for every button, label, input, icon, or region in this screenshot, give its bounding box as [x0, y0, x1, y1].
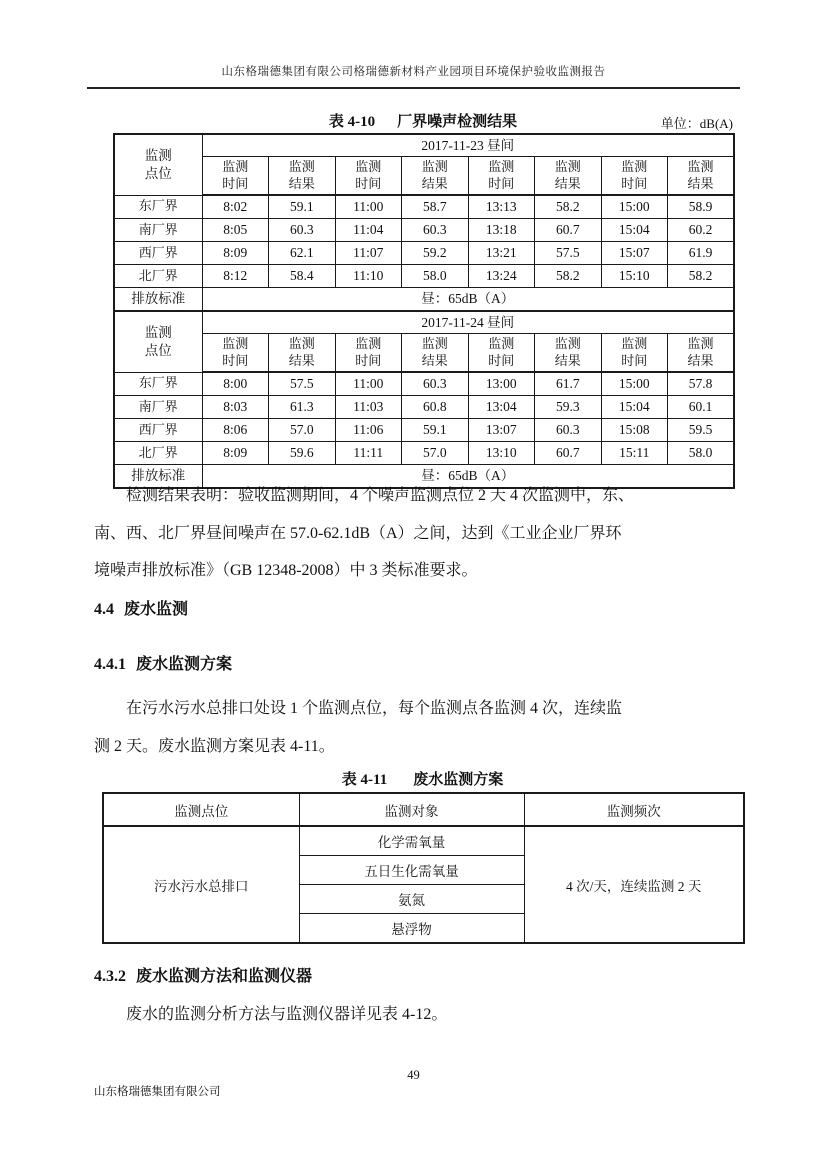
- cell-value: 61.3: [269, 396, 336, 419]
- col-header-time: 监测 时间: [202, 334, 269, 373]
- cell-object: 五日生化需氧量: [299, 856, 524, 885]
- col-header-object: 监测对象: [299, 793, 524, 826]
- cell-value: 59.1: [269, 195, 336, 219]
- table-header-row: [103, 793, 744, 826]
- paragraph-line: 南、西、北厂界昼间噪声在 57.0-62.1dB（A）之间，达到《工业企业厂界环: [94, 524, 622, 542]
- cell-value: 58.0: [402, 265, 469, 288]
- cell-value: 58.0: [668, 442, 735, 465]
- cell-value: 60.7: [535, 219, 602, 242]
- paragraph-line: 测 2 天。废水监测方案见表 4-11。: [94, 737, 335, 755]
- cell-point: 北厂界: [114, 265, 202, 288]
- wastewater-plan-paragraph: [94, 690, 740, 765]
- cell-value: 59.6: [269, 442, 336, 465]
- cell-value: 13:21: [468, 242, 535, 265]
- cell-value: 8:00: [202, 372, 269, 396]
- cell-value: 60.3: [402, 219, 469, 242]
- table-row: [114, 311, 734, 334]
- cell-value: 15:00: [601, 195, 668, 219]
- table-4-10-caption-row: [113, 110, 733, 134]
- cell-value: 15:07: [601, 242, 668, 265]
- table-caption-number: 表 4-11: [341, 772, 388, 788]
- table-row: [114, 195, 734, 219]
- cell-standard-label: 排放标准: [114, 288, 202, 312]
- section-number: 4.3.2: [94, 968, 126, 985]
- cell-value: 58.9: [668, 195, 735, 219]
- col-header-result: 监测 结果: [668, 157, 735, 196]
- table-row-standard: [114, 288, 734, 312]
- section-heading-4-4-1: [94, 651, 232, 674]
- cell-value: 15:11: [601, 442, 668, 465]
- document-header-title: 山东格瑞德集团有限公司格瑞德新材料产业园项目环境保护验收监测报告: [221, 66, 606, 78]
- section-heading-4-3-2: [94, 963, 312, 986]
- cell-value: 59.5: [668, 419, 735, 442]
- col-header-point: 监测点位: [103, 793, 299, 826]
- cell-value: 60.1: [668, 396, 735, 419]
- table-caption-title: 废水监测方案: [413, 772, 504, 788]
- method-paragraph: [94, 1000, 740, 1030]
- cell-standard-value: 昼：65dB（A）: [202, 288, 734, 312]
- cell-value: 60.8: [402, 396, 469, 419]
- cell-date-header: 2017-11-24 昼间: [202, 311, 734, 334]
- cell-value: 8:09: [202, 242, 269, 265]
- table-row: [114, 442, 734, 465]
- table-row: [114, 219, 734, 242]
- cell-point: 西厂界: [114, 419, 202, 442]
- cell-value: 57.5: [535, 242, 602, 265]
- table-row: [114, 157, 734, 196]
- col-header-time: 监测 时间: [335, 334, 402, 373]
- cell-point: 西厂界: [114, 242, 202, 265]
- cell-point: 污水污水总排口: [103, 826, 299, 943]
- cell-value: 11:00: [335, 195, 402, 219]
- cell-object: 悬浮物: [299, 914, 524, 944]
- cell-point: 南厂界: [114, 396, 202, 419]
- cell-value: 8:06: [202, 419, 269, 442]
- cell-object: 化学需氧量: [299, 826, 524, 856]
- cell-value: 13:10: [468, 442, 535, 465]
- cell-value: 11:10: [335, 265, 402, 288]
- paragraph-line: 废水的监测分析方法与监测仪器详见表 4-12。: [126, 1006, 448, 1023]
- section-title: 废水监测方法和监测仪器: [136, 968, 313, 985]
- col-header-time: 监测 时间: [335, 157, 402, 196]
- table-caption-number: 表 4-10: [328, 114, 376, 130]
- cell-point: 东厂界: [114, 372, 202, 396]
- cell-value: 13:18: [468, 219, 535, 242]
- cell-value: 11:06: [335, 419, 402, 442]
- cell-value: 8:09: [202, 442, 269, 465]
- cell-value: 57.0: [402, 442, 469, 465]
- cell-value: 60.3: [269, 219, 336, 242]
- cell-standard-value: 昼：65dB（A）: [202, 465, 734, 489]
- cell-point-header: 监测 点位: [114, 311, 202, 372]
- section-number: 4.4.1: [94, 656, 126, 673]
- cell-value: 61.7: [535, 372, 602, 396]
- col-header-time: 监测 时间: [468, 157, 535, 196]
- cell-value: 13:04: [468, 396, 535, 419]
- cell-standard-label: 排放标准: [114, 465, 202, 489]
- cell-value: 57.0: [269, 419, 336, 442]
- cell-value: 58.4: [269, 265, 336, 288]
- table-row: [114, 242, 734, 265]
- col-header-result: 监测 结果: [402, 334, 469, 373]
- section-heading-4-4: [94, 596, 188, 619]
- cell-value: 11:04: [335, 219, 402, 242]
- table-row: [103, 826, 744, 856]
- col-header-result: 监测 结果: [269, 334, 336, 373]
- wastewater-plan-table: [102, 792, 745, 944]
- cell-point-header: 监测 点位: [114, 134, 202, 195]
- col-header-time: 监测 时间: [601, 334, 668, 373]
- cell-value: 59.1: [402, 419, 469, 442]
- cell-value: 60.3: [402, 372, 469, 396]
- cell-value: 15:08: [601, 419, 668, 442]
- paragraph-line: 境噪声排放标准》（GB 12348-2008）中 3 类标准要求。: [94, 562, 478, 579]
- section-title: 废水监测方案: [136, 656, 233, 673]
- section-title: 废水监测: [124, 601, 189, 618]
- col-header-time: 监测 时间: [601, 157, 668, 196]
- col-header-time: 监测 时间: [468, 334, 535, 373]
- col-header-result: 监测 结果: [535, 334, 602, 373]
- cell-value: 60.7: [535, 442, 602, 465]
- cell-value: 8:03: [202, 396, 269, 419]
- cell-date-header: 2017-11-23 昼间: [202, 134, 734, 157]
- cell-value: 8:02: [202, 195, 269, 219]
- cell-value: 15:04: [601, 219, 668, 242]
- cell-value: 60.2: [668, 219, 735, 242]
- cell-value: 11:03: [335, 396, 402, 419]
- cell-value: 58.2: [668, 265, 735, 288]
- table-row: [114, 134, 734, 157]
- noise-result-paragraph: [94, 477, 740, 590]
- col-header-frequency: 监测频次: [524, 793, 744, 826]
- cell-value: 8:05: [202, 219, 269, 242]
- cell-value: 58.2: [535, 195, 602, 219]
- noise-monitoring-table: [113, 133, 735, 489]
- cell-value: 13:00: [468, 372, 535, 396]
- cell-value: 15:10: [601, 265, 668, 288]
- cell-point: 北厂界: [114, 442, 202, 465]
- table-row: [114, 419, 734, 442]
- cell-frequency: 4 次/天，连续监测 2 天: [524, 826, 744, 943]
- col-header-result: 监测 结果: [668, 334, 735, 373]
- paragraph-line: 在污水污水总排口处设 1 个监测点位，每个监测点各监测 4 次，连续监: [126, 700, 623, 717]
- table-row: [114, 334, 734, 373]
- table-4-10-unit-label: 单位：dB(A): [660, 116, 733, 131]
- cell-value: 58.2: [535, 265, 602, 288]
- col-header-time: 监测 时间: [202, 157, 269, 196]
- cell-value: 11:11: [335, 442, 402, 465]
- page-number: 49: [407, 1068, 420, 1082]
- cell-value: 15:00: [601, 372, 668, 396]
- cell-value: 13:07: [468, 419, 535, 442]
- cell-value: 11:00: [335, 372, 402, 396]
- cell-value: 8:12: [202, 265, 269, 288]
- document-footer: 山东格瑞德集团有限公司: [94, 1086, 221, 1098]
- cell-object: 氨氮: [299, 885, 524, 914]
- cell-value: 13:13: [468, 195, 535, 219]
- cell-value: 61.9: [668, 242, 735, 265]
- cell-value: 57.8: [668, 372, 735, 396]
- cell-value: 57.5: [269, 372, 336, 396]
- col-header-result: 监测 结果: [402, 157, 469, 196]
- table-row: [114, 396, 734, 419]
- section-number: 4.4: [94, 601, 114, 618]
- col-header-result: 监测 结果: [269, 157, 336, 196]
- table-row: [114, 372, 734, 396]
- cell-value: 13:24: [468, 265, 535, 288]
- cell-value: 11:07: [335, 242, 402, 265]
- cell-value: 62.1: [269, 242, 336, 265]
- cell-value: 58.7: [402, 195, 469, 219]
- cell-value: 59.2: [402, 242, 469, 265]
- table-4-11-caption: [102, 768, 743, 789]
- table-4-10-caption: [329, 114, 517, 130]
- cell-value: 60.3: [535, 419, 602, 442]
- cell-point: 东厂界: [114, 195, 202, 219]
- table-caption-title: 厂界噪声检测结果: [397, 114, 518, 130]
- table-row: [114, 265, 734, 288]
- paragraph-line: 检测结果表明：验收监测期间，4 个噪声监测点位 2 天 4 次监测中，东、: [126, 487, 635, 504]
- col-header-result: 监测 结果: [535, 157, 602, 196]
- cell-value: 15:04: [601, 396, 668, 419]
- header-divider-line: [87, 87, 740, 89]
- cell-point: 南厂界: [114, 219, 202, 242]
- cell-value: 59.3: [535, 396, 602, 419]
